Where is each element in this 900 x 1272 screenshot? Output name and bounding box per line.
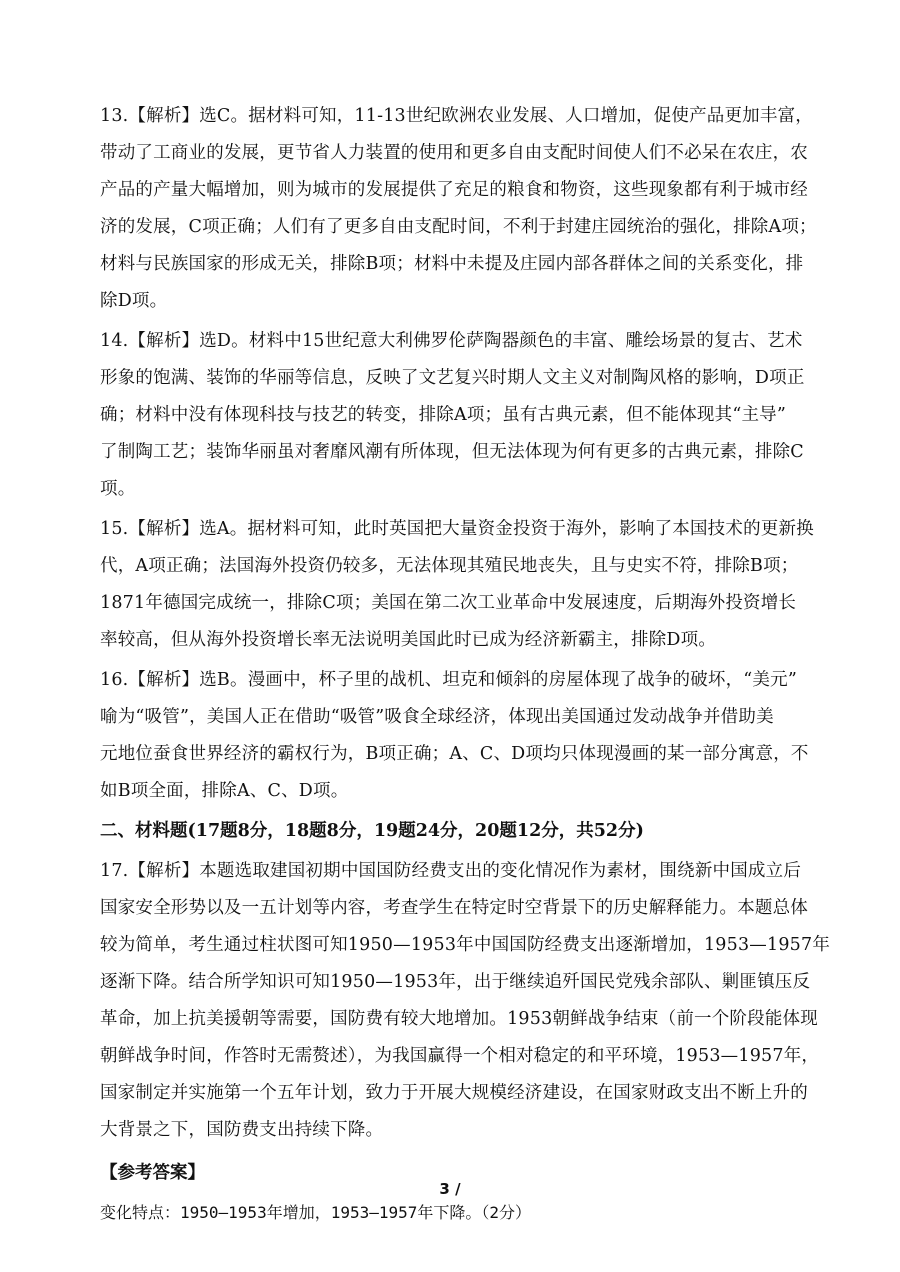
text-line: 元地位蚕食世界经济的霸权行为，B项正确；A、C、D项均只体现漫画的某一部分寓意，不 <box>100 744 809 764</box>
text-line: 确；材料中没有体现科技与技艺的转变，排除A项；虽有古典元素，但不能体现其“主导” <box>100 405 787 425</box>
text-line: 材料与民族国家的形成无关，排除B项；材料中未提及庄园内部各群体之间的关系变化，排 <box>100 254 804 274</box>
question-15-explanation <box>100 511 814 659</box>
text-line: 国家安全形势以及一五计划等内容，考查学生在特定时空背景下的历史解释能力。本题总体 <box>100 898 808 918</box>
text-line: 17.【解析】本题选取建国初期中国国防经费支出的变化情况作为素材，围绕新中国成立后 <box>100 861 802 881</box>
page-number: 3 / <box>439 1180 461 1198</box>
text-line: 喻为“吸管”，美国人正在借助“吸管”吸食全球经济，体现出美国通过发动战争并借助美 <box>100 707 774 727</box>
text-line: 项。 <box>100 479 136 499</box>
text-line: 如B项全面，排除A、C、D项。 <box>100 781 349 801</box>
reference-answer-text: 变化特点：1950—1953年增加，1953—1957年下降。（2分） <box>100 1203 532 1222</box>
section-two-heading: 二、材料题(17题8分，18题8分，19题24分，20题12分，共52分) <box>100 821 644 841</box>
page-content <box>100 98 831 1228</box>
text-line: 产品的产量大幅增加，则为城市的发展提供了充足的粮食和物资，这些现象都有利于城市经 <box>100 180 808 200</box>
text-line: 除D项。 <box>100 291 168 311</box>
text-line: 代，A项正确；法国海外投资仍较多，无法体现其殖民地丧失，且与史实不符，排除B项； <box>100 556 799 576</box>
text-line: 国家制定并实施第一个五年计划，致力于开展大规模经济建设，在国家财政支出不断上升的 <box>100 1083 808 1103</box>
text-line: 16.【解析】选B。漫画中，杯子里的战机、坦克和倾斜的房屋体现了战争的破坏，“美元” <box>100 670 797 690</box>
text-line: 14.【解析】选D。材料中15世纪意大利佛罗伦萨陶器颜色的丰富、雕绘场景的复古、艺术 <box>100 331 803 351</box>
question-14-explanation <box>100 323 805 508</box>
question-16-explanation <box>100 662 809 810</box>
question-13-explanation <box>100 98 817 320</box>
text-line: 形象的饱满、装饰的华丽等信息，反映了文艺复兴时期人文主义对制陶风格的影响，D项正 <box>100 368 805 388</box>
text-line: 13.【解析】选C。据材料可知，11-13世纪欧洲农业发展、人口增加，促使产品更加丰富， <box>100 106 813 126</box>
text-line: 率较高，但从海外投资增长率无法说明美国此时已成为经济新霸主，排除D项。 <box>100 630 717 650</box>
text-line: 15.【解析】选A。据材料可知，此时英国把大量资金投资于海外，影响了本国技术的更新换 <box>100 519 814 539</box>
text-line: 济的发展，C项正确；人们有了更多自由支配时间，不利于封建庄园统治的强化，排除A项； <box>100 217 817 237</box>
text-line: 革命，加上抗美援朝等需要，国防费有较大地增加。1953朝鲜战争结束（前一个阶段能体现 <box>100 1009 818 1029</box>
text-line: 大背景之下，国防费支出持续下降。 <box>100 1120 384 1140</box>
reference-answer-heading: 【参考答案】 <box>100 1163 205 1183</box>
text-line: 带动了工商业的发展，更节省人力装置的使用和更多自由支配时间使人们不必呆在农庄，农 <box>100 143 808 163</box>
text-line: 朝鲜战争时间，作答时无需赘述），为我国赢得一个相对稳定的和平环境，1953—1957年， <box>100 1046 820 1066</box>
text-line: 了制陶工艺；装饰华丽虽对奢靡风潮有所体现，但无法体现为何有更多的古典元素，排除C <box>100 442 804 462</box>
question-17-explanation <box>100 853 831 1149</box>
text-line: 1871年德国完成统一，排除C项；美国在第二次工业革命中发展速度，后期海外投资增长 <box>100 593 797 613</box>
text-line: 逐渐下降。结合所学知识可知1950—1953年，出于继续追歼国民党残余部队、剿匪镇压反 <box>100 972 811 992</box>
text-line: 较为简单，考生通过柱状图可知1950—1953年中国国防经费支出逐渐增加，1953—1957年 <box>100 935 831 955</box>
